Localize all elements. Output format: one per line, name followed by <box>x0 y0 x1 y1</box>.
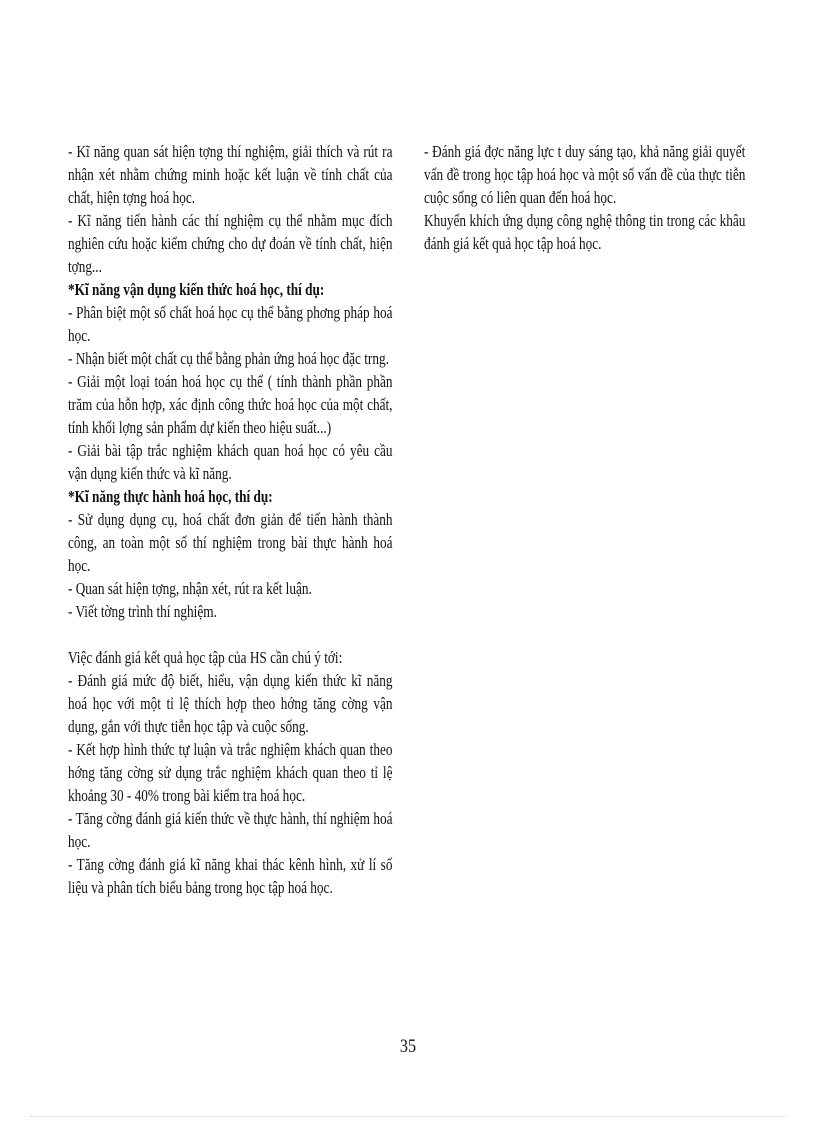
paragraph-assess-practical: - Tăng cờng đánh giá kiến thức về thực hành, thí nghiệm hoá học. <box>68 809 393 851</box>
heading-practical-skill: *Kĩ năng thực hành hoá học, thí dụ: <box>68 487 273 506</box>
paragraph-solve-problem: - Giải một loại toán hoá học cụ thể ( tính thành phần phần trăm của hỗn hợp, xác định công thức hoá học của một chất, tính khối lợng sản phẩm dự kiến theo hiệu suất...) <box>68 372 393 437</box>
paragraph-write-report: - Viết tờng trình thí nghiệm. <box>68 602 217 621</box>
page-number: 35 <box>399 1036 417 1057</box>
heading-applied-knowledge: *Kĩ năng vận dụng kiến thức hoá học, thí dụ: <box>68 280 325 299</box>
paragraph-experiment-skill: - Kĩ năng tiến hành các thí nghiệm cụ thể nhằm mục đích nghiên cứu hoặc kiểm chứng cho dự đoán về tính chất, hiện tợng... <box>68 211 393 276</box>
paragraph-observe-conclude: - Quan sát hiện tợng, nhận xét, rút ra kết luận. <box>68 579 312 598</box>
paragraph-observation-skill: - Kĩ năng quan sát hiện tợng thí nghiệm, giải thích và rút ra nhận xét nhằm chứng minh hoặc kết luận về tính chất của chất, hiện tợng hoá học. <box>68 142 393 207</box>
paragraph-creative-thinking: - Đánh giá đợc năng lực t duy sáng tạo, khả năng giải quyết vấn đề trong học tập hoá học và một số vấn đề của thực tiễn cuộc sống có liên quan đến hoá học. <box>424 142 746 207</box>
paragraph-combine-formats: - Kết hợp hình thức tự luận và trắc nghiệm khách quan theo hớng tăng cờng sử dụng trắc nghiệm khách quan theo tỉ lệ khoảng 30 - 40% trong bài kiểm tra hoá học. <box>68 740 393 805</box>
paragraph-assessment-intro: Việc đánh giá kết quả học tập của HS cần chú ý tới: <box>68 648 343 667</box>
paragraph-spacer <box>68 623 392 646</box>
paragraph-encourage-it: Khuyến khích ứng dụng công nghệ thông tin trong các khâu đánh giá kết quả học tập hoá học. <box>424 211 746 253</box>
paragraph-use-equipment: - Sử dụng dụng cụ, hoá chất đơn giản để tiến hành thành công, an toàn một số thí nghiệm trong bài thực hành hoá học. <box>68 510 393 575</box>
paragraph-assess-data-skills: - Tăng cờng đánh giá kĩ năng khai thác kênh hình, xử lí số liệu và phân tích biểu bảng trong học tập hoá học. <box>68 855 393 897</box>
paragraph-assess-levels: - Đánh giá mức độ biết, hiểu, vận dụng kiến thức kĩ năng hoá học với một tỉ lệ thích hợp theo hớng tăng cờng vận dụng, gắn với thực tiễn học tập và cuộc sống. <box>68 671 393 736</box>
left-column <box>68 140 392 899</box>
paragraph-distinguish-substances: - Phân biệt một số chất hoá học cụ thể bằng phơng pháp hoá học. <box>68 303 393 345</box>
right-column <box>424 140 745 255</box>
paragraph-multiple-choice: - Giải bài tập trắc nghiệm khách quan hoá học có yêu cầu vận dụng kiến thức và kĩ năng. <box>68 441 393 483</box>
bottom-divider <box>30 1116 786 1117</box>
paragraph-identify-substance: - Nhận biết một chất cụ thể bằng phản ứng hoá học đặc trng. <box>68 349 389 368</box>
